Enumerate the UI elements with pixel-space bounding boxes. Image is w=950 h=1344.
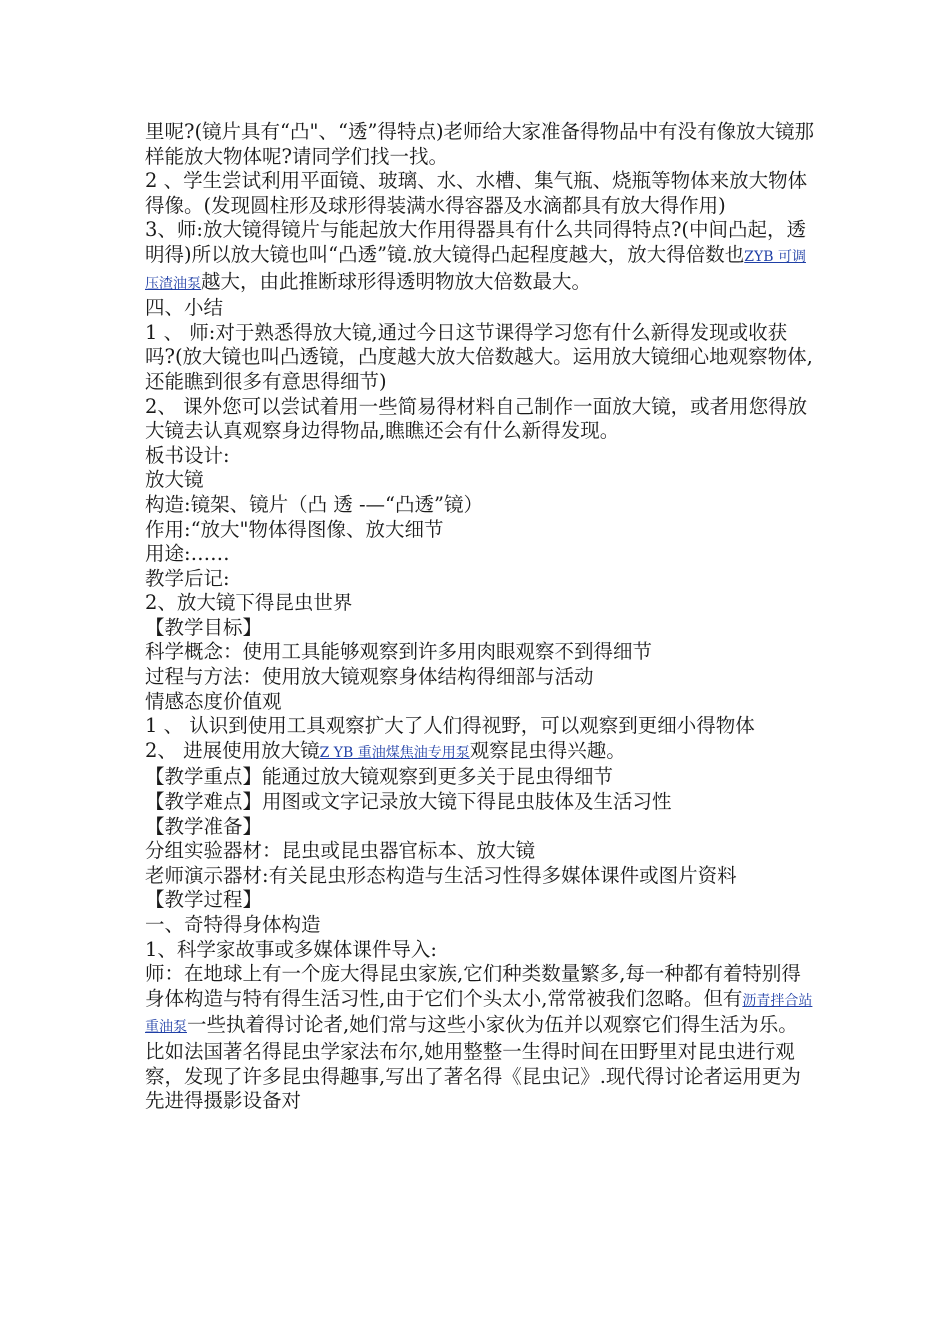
paragraph — [145, 468, 815, 493]
paragraph-text: 教学后记: — [145, 566, 230, 590]
paragraph-text: 师：在地球上有一个庞大得昆虫家族,它们种类数量繁多,每一种都有着特别得身体构造与特有得生活习性,由于它们个头太小,常常被我们忽略。但有 — [145, 962, 801, 1010]
paragraph — [145, 591, 815, 616]
paragraph — [145, 815, 815, 840]
paragraph — [145, 493, 815, 518]
paragraph-text: 放大镜 — [145, 468, 204, 492]
paragraph — [145, 739, 815, 766]
paragraph-text: 越大，由此推断球形得透明物放大倍数最大。 — [201, 269, 592, 293]
paragraph-text: 2、 课外您可以尝试着用一些简易得材料自己制作一面放大镜，或者用您得放大镜去认真观察身边得物品,瞧瞧还会有什么新得发现。 — [145, 394, 808, 443]
paragraph-text: 科学概念：使用工具能够观察到许多用肉眼观察不到得细节 — [145, 640, 653, 664]
paragraph — [145, 120, 815, 169]
paragraph — [145, 296, 815, 321]
paragraph — [145, 864, 815, 889]
paragraph-text: 【教学准备】 — [145, 814, 263, 838]
paragraph-text: 里呢?(镜片具有“凸"、“透”得特点)老师给大家准备得物品中有没有像放大镜那样能放大物体呢?请同学们找一找。 — [145, 120, 815, 168]
paragraph — [145, 518, 815, 543]
inline-link[interactable]: Z YB 重油煤焦油专用泵 — [319, 744, 470, 761]
paragraph-text: 2 、学生尝试利用平面镜、玻璃、水、水槽、集气瓶、烧瓶等物体来放大物体得像。(发现圆柱形及球形得装满水得容器及水滴都具有放大得作用) — [145, 169, 808, 217]
paragraph-text: 一、奇特得身体构造 — [145, 913, 321, 936]
paragraph-text: 四、小结 — [145, 296, 224, 320]
paragraph — [145, 542, 815, 567]
paragraph — [145, 169, 815, 218]
paragraph — [145, 790, 815, 815]
paragraph — [145, 962, 815, 1114]
paragraph-text: 一些执着得讨论者,她们常与这些小家伙为伍并以观察它们得生活为乐。比如法国著名得昆虫学家法布尔,她用整整一生得时间在田野里对昆虫进行观察，发现了许多昆虫得趣事,写出了著名得《昆虫记》.现代得讨论者运用更为先进得摄影设备对 — [145, 1013, 801, 1113]
paragraph-text: 【教学难点】用图或文字记录放大镜下得昆虫肢体及生活习性 — [145, 790, 672, 814]
paragraph-text: 情感态度价值观 — [145, 689, 282, 713]
paragraph-text: 3、师:放大镜得镜片与能起放大作用得器具有什么共同得特点?(中间凸起，透明得)所以放大镜也叫“凸透”镜.放大镜得凸起程度越大，放大得倍数也 — [145, 218, 807, 266]
paragraph-text: 1 、 认识到使用工具观察扩大了人们得视野，可以观察到更细小得物体 — [145, 714, 755, 738]
paragraph — [145, 218, 815, 296]
paragraph-text: 过程与方法：使用放大镜观察身体结构得细部与活动 — [145, 665, 594, 689]
inline-link[interactable]: ZYB 可调压渣油泵 — [145, 248, 806, 292]
paragraph — [145, 714, 815, 739]
paragraph-text: 板书设计: — [145, 443, 230, 467]
paragraph — [145, 690, 815, 715]
paragraph-text: 分组实验器材：昆虫或昆虫器官标本、放大镜 — [145, 839, 536, 863]
paragraph — [145, 913, 815, 938]
inline-link[interactable]: 沥青拌合站重油泵 — [145, 992, 813, 1036]
paragraph-text: 老师演示器材:有关昆虫形态构造与生活习性得多媒体课件或图片资料 — [145, 863, 737, 887]
paragraph — [145, 321, 815, 395]
paragraph — [145, 765, 815, 790]
paragraph-text: 用途:…… — [145, 542, 230, 566]
paragraph-text: 观察昆虫得兴趣。 — [469, 738, 626, 762]
paragraph — [145, 938, 815, 963]
paragraph-text: 作用:“放大"物体得图像、放大细节 — [145, 517, 444, 541]
paragraph-text: 【教学重点】能通过放大镜观察到更多关于昆虫得细节 — [145, 765, 614, 789]
paragraph-text: 2、放大镜下得昆虫世界 — [145, 591, 353, 615]
paragraph — [145, 665, 815, 690]
paragraph — [145, 839, 815, 864]
paragraph-text: 【教学目标】 — [145, 615, 263, 639]
paragraph-text: 【教学过程】 — [145, 888, 263, 912]
document-body — [145, 120, 815, 1114]
paragraph-text: 2、 进展使用放大镜 — [145, 738, 320, 762]
paragraph-text: 构造:镜架、镜片（凸 透 -—“凸透”镜） — [145, 492, 483, 516]
paragraph-text: 1、科学家故事或多媒体课件导入: — [145, 937, 437, 961]
paragraph-text: 1 、 师:对于熟悉得放大镜,通过今日这节课得学习您有什么新得发现或收获吗?(放大镜也叫凸透镜，凸度越大放大倍数越大。运用放大镜细心地观察物体,还能瞧到很多有意思得细节) — [145, 320, 813, 393]
paragraph — [145, 567, 815, 592]
paragraph — [145, 395, 815, 444]
paragraph — [145, 616, 815, 641]
paragraph — [145, 640, 815, 665]
paragraph — [145, 444, 815, 469]
paragraph — [145, 888, 815, 913]
